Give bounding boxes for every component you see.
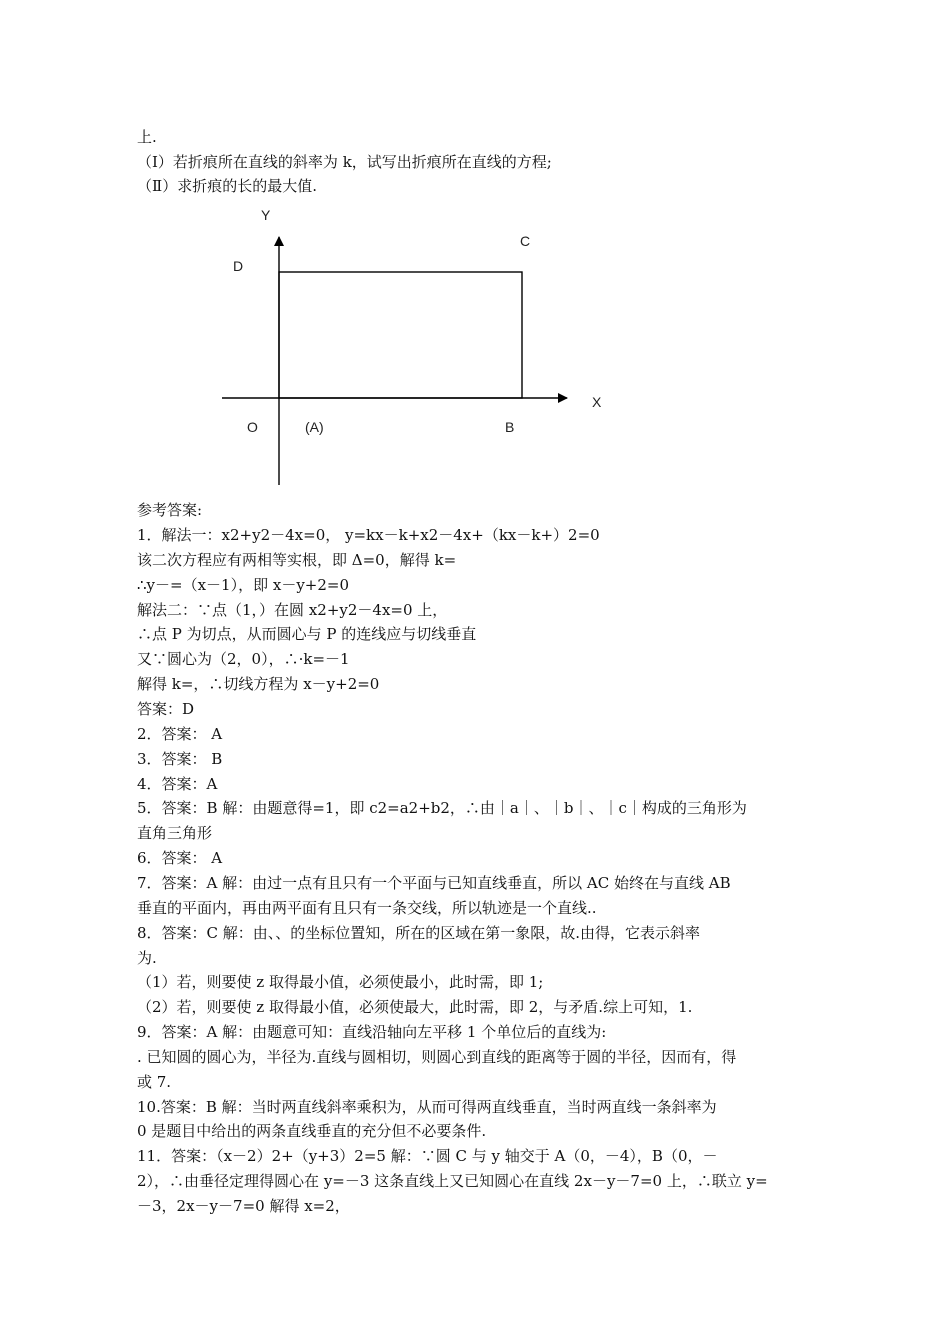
answer-line: 7．答案：A 解：由过一点有且只有一个平面与已知直线垂直，所以 AC 始终在与直线 AB [137, 874, 731, 892]
answer-line: 9．答案：A 解：由题意可知：直线沿轴向左平移 1 个单位后的直线为: [137, 1023, 607, 1041]
answer-line: 2．答案： A [137, 725, 223, 743]
answer-line: 解法二：∵点（1，）在圆 x2+y2－4x=0 上， [137, 601, 448, 619]
answer-line: 6．答案： A [137, 849, 223, 867]
point-a-label: (A) [305, 419, 324, 435]
answer-line: 又∵圆心为（2，0），∴·k=－1 [137, 650, 350, 668]
answer-line: ∴y－=（x－1），即 x－y+2=0 [137, 576, 350, 594]
origin-label: O [247, 419, 258, 435]
answer-line: 4．答案：A [137, 775, 218, 793]
answer-line: 垂直的平面内，再由两平面有且只有一条交线，所以轨迹是一个直线.. [137, 899, 597, 917]
y-axis-label: Y [261, 207, 271, 223]
answer-line: －3，2x－y－7=0 解得 x=2， [137, 1197, 350, 1215]
answer-line: 参考答案: [137, 501, 203, 519]
coordinate-figure [0, 0, 950, 500]
rectangle-abcd [279, 272, 522, 398]
answer-line: 0 是题目中给出的两条直线垂直的充分但不必要条件. [137, 1122, 487, 1140]
answer-line: （2）若，则要使 z 取得最小值，必须使最大，此时需，即 2，与矛盾.综上可知，1. [137, 998, 693, 1016]
answer-line: . 已知圆的圆心为，半径为.直线与圆相切，则圆心到直线的距离等于圆的半径，因而有，得 [137, 1048, 737, 1066]
point-d-label: D [233, 258, 244, 274]
answer-line: 为. [137, 949, 157, 967]
answer-line: 2），∴由垂径定理得圆心在 y=－3 这条直线上又已知圆心在直线 2x－y－7=0 上，∴联立 y= [137, 1172, 768, 1190]
answer-line: 3．答案： B [137, 750, 223, 768]
answer-line: 8．答案：C 解：由、、的坐标位置知，所在的区域在第一象限，故.由得，它表示斜率 [137, 924, 701, 942]
answer-line: 10.答案：B 解：当时两直线斜率乘积为，从而可得两直线垂直，当时两直线一条斜率为 [137, 1098, 717, 1116]
answer-line: 解得 k=，∴切线方程为 x－y+2=0 [137, 675, 380, 693]
answer-line: ∴点 P 为切点，从而圆心与 P 的连线应与切线垂直 [137, 625, 477, 643]
point-b-label: B [505, 419, 515, 435]
answer-line: （1）若，则要使 z 取得最小值，必须使最小，此时需，即 1; [137, 973, 544, 991]
answer-line: 或 7. [137, 1073, 172, 1091]
answer-line: 答案：D [137, 700, 195, 718]
answer-line: 该二次方程应有两相等实根，即 Δ=0，解得 k= [137, 551, 457, 569]
point-c-label: C [520, 233, 531, 249]
problem-line: （Ⅱ）求折痕的长的最大值. [137, 177, 317, 195]
x-axis-label: X [592, 394, 602, 410]
answer-line: 1．解法一：x2+y2－4x=0， y=kx－k+x2－4x+（kx－k+）2=0 [137, 526, 600, 544]
answer-line: 11．答案：（x－2）2+（y+3）2=5 解：∵圆 C 与 y 轴交于 A（0，－4），B（0，－ [137, 1147, 718, 1165]
problem-line: 上. [137, 128, 157, 146]
problem-line: （Ⅰ）若折痕所在直线的斜率为 k，试写出折痕所在直线的方程; [137, 153, 552, 171]
answer-line: 5．答案：B 解：由题意得=1，即 c2=a2+b2，∴由｜a｜、｜b｜、｜c｜构成的三角形为 [137, 799, 747, 817]
answer-line: 直角三角形 [137, 824, 213, 842]
